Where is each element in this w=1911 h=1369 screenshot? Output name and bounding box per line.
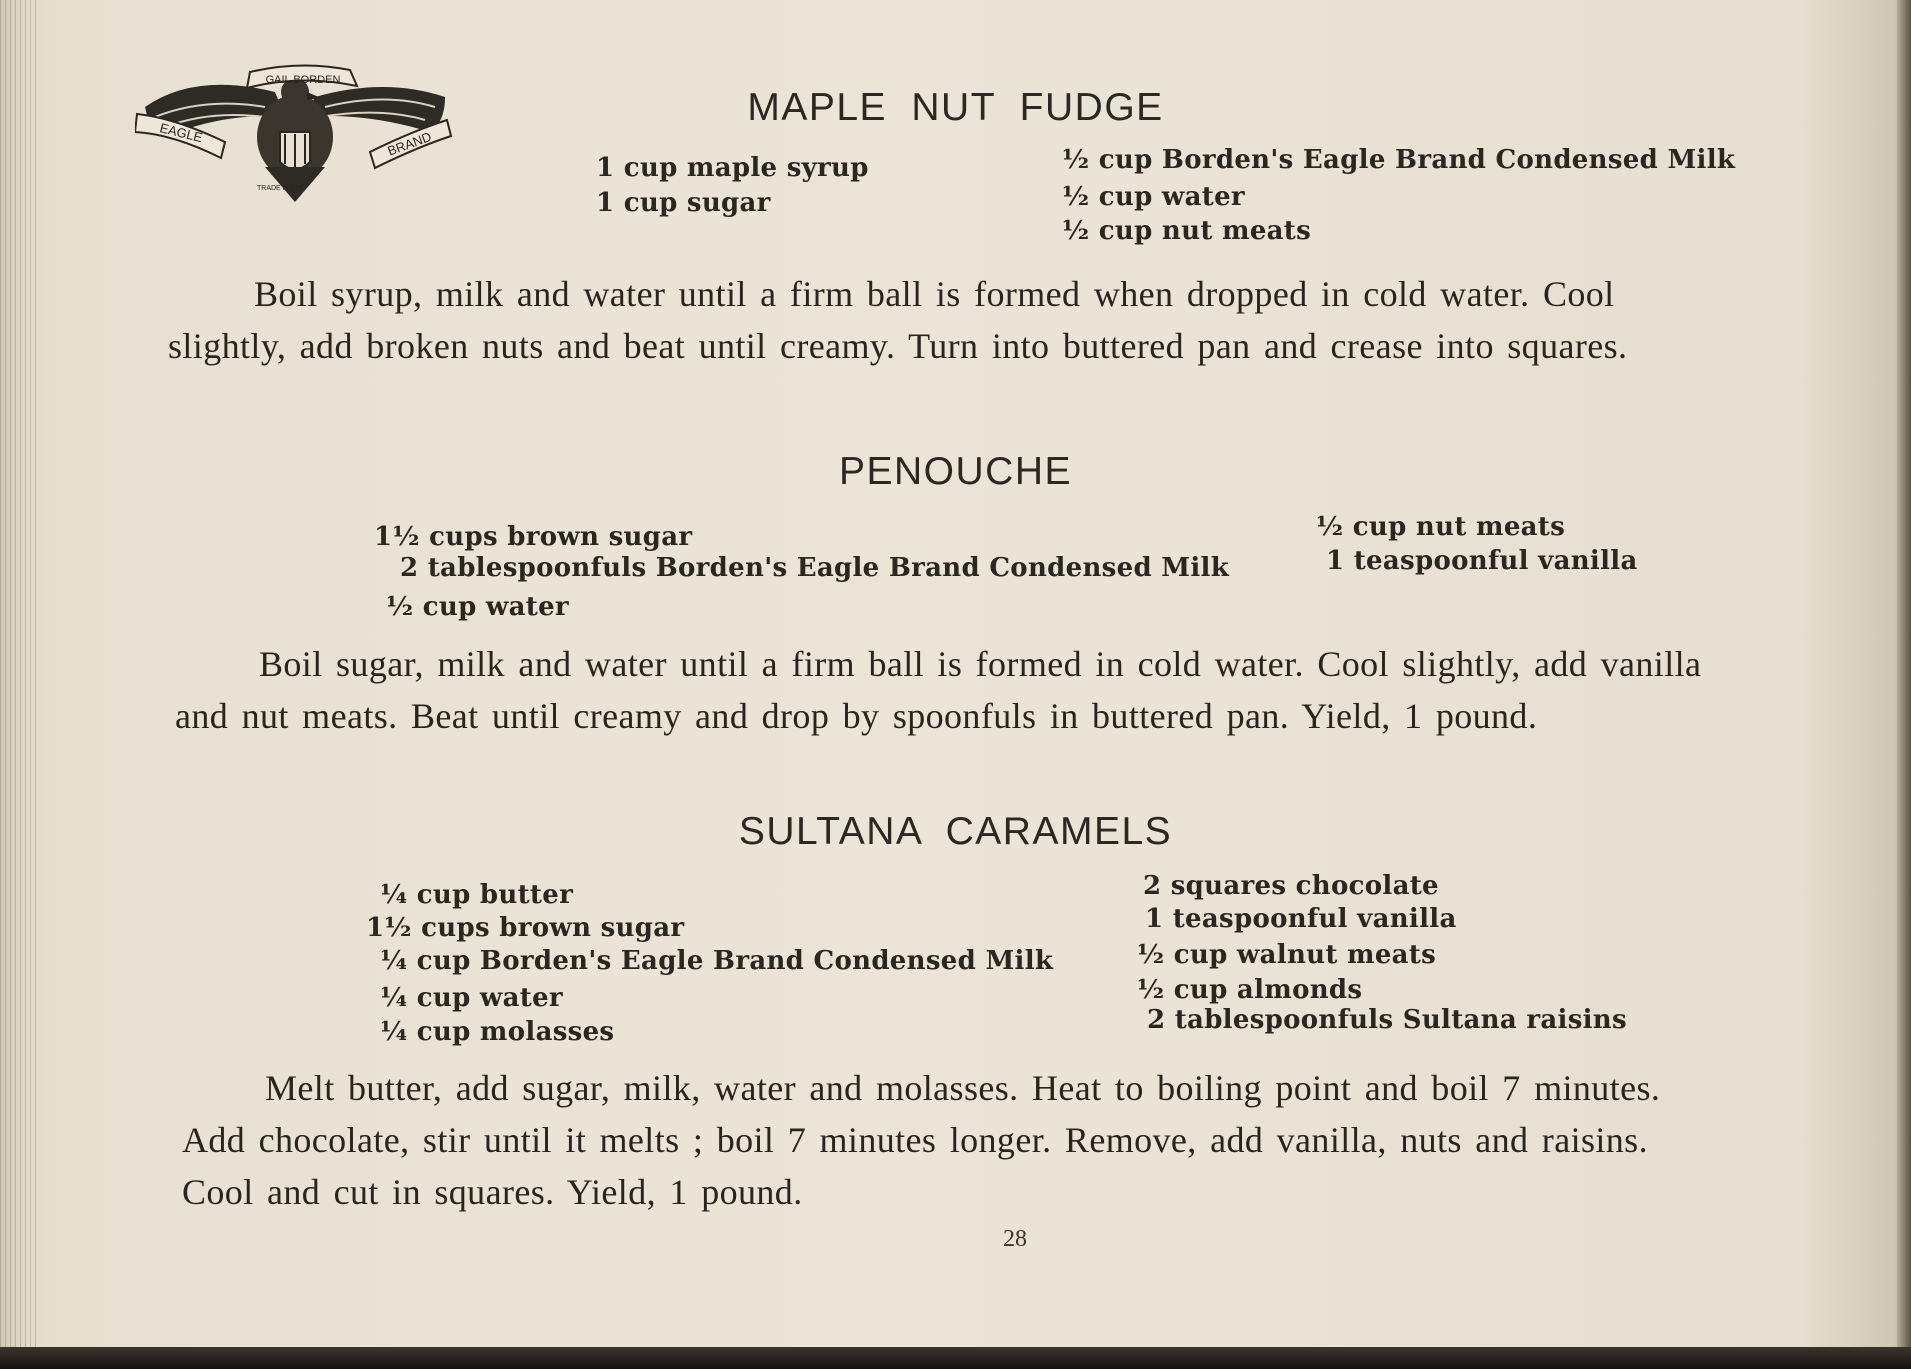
svg-text:GAIL BORDEN: GAIL BORDEN [265, 74, 341, 86]
ingredient-item: 2 tablespoonfuls Sultana raisins [1147, 1005, 1627, 1035]
ingredient-item: ¼ cup butter [380, 880, 574, 910]
page-bottom-edge [0, 1347, 1911, 1369]
directions-line: Cool and cut in squares. Yield, 1 pound. [182, 1172, 803, 1212]
ingredient-item: 1 cup maple syrup [596, 153, 869, 183]
ingredient-item: ½ cup water [1062, 182, 1245, 212]
eagle-brand-trademark-icon [135, 62, 455, 212]
ingredient-item: 1 teaspoonful vanilla [1326, 546, 1638, 576]
ingredient-item: 2 squares chocolate [1143, 871, 1439, 901]
ingredient-item: ½ cup nut meats [1062, 216, 1312, 246]
book-spine-edge [0, 0, 40, 1369]
directions-line: Add chocolate, stir until it melts ; boil 7 minutes longer. Remove, add vanilla, nuts and raisins. [182, 1120, 1648, 1160]
ingredient-item: ½ cup nut meats [1316, 512, 1566, 542]
ingredient-item: ½ cup walnut meats [1137, 940, 1437, 970]
ingredient-item: 1½ cups brown sugar [374, 522, 693, 552]
ingredient-item: ¼ cup water [380, 983, 563, 1013]
directions-line: and nut meats. Beat until creamy and drop by spoonfuls in buttered pan. Yield, 1 pound. [175, 696, 1538, 736]
directions-line: slightly, add broken nuts and beat until creamy. Turn into buttered pan and crease into squares. [168, 326, 1628, 366]
directions-line: Melt butter, add sugar, milk, water and molasses. Heat to boiling point and boil 7 minutes. [265, 1068, 1661, 1108]
recipe-directions [175, 638, 1701, 742]
svg-text:EAGLE: EAGLE [158, 120, 204, 146]
ingredient-item: 1½ cups brown sugar [366, 913, 685, 943]
ingredient-item: 2 tablespoonfuls Borden's Eagle Brand Condensed Milk [400, 553, 1230, 583]
ingredient-item: ½ cup almonds [1137, 975, 1363, 1005]
svg-text:BRAND: BRAND [385, 128, 434, 159]
recipe-title-sultana-caramels: SULTANA CARAMELS [738, 810, 1173, 853]
directions-line: Boil syrup, milk and water until a firm ball is formed when dropped in cold water. Cool [254, 274, 1615, 314]
recipe-directions [182, 1062, 1660, 1218]
directions-line: Boil sugar, milk and water until a firm ball is formed in cold water. Cool slightly, add vanilla [259, 644, 1702, 684]
recipe-directions [168, 268, 1627, 372]
ingredient-item: 1 cup sugar [596, 188, 771, 218]
ingredient-item: ½ cup water [386, 592, 569, 622]
ingredient-item: ¼ cup molasses [380, 1017, 615, 1047]
svg-text:TRADE MARK: TRADE MARK [257, 185, 303, 192]
recipe-title-maple-nut-fudge: MAPLE NUT FUDGE [747, 86, 1164, 129]
recipe-title-penouche: PENOUCHE [838, 450, 1073, 493]
page-right-edge [1897, 0, 1911, 1369]
page-number: 28 [1003, 1226, 1027, 1252]
ingredient-item: 1 teaspoonful vanilla [1145, 904, 1457, 934]
ingredient-item: ¼ cup Borden's Eagle Brand Condensed Milk [380, 946, 1054, 976]
ingredient-item: ½ cup Borden's Eagle Brand Condensed Milk [1062, 145, 1736, 175]
